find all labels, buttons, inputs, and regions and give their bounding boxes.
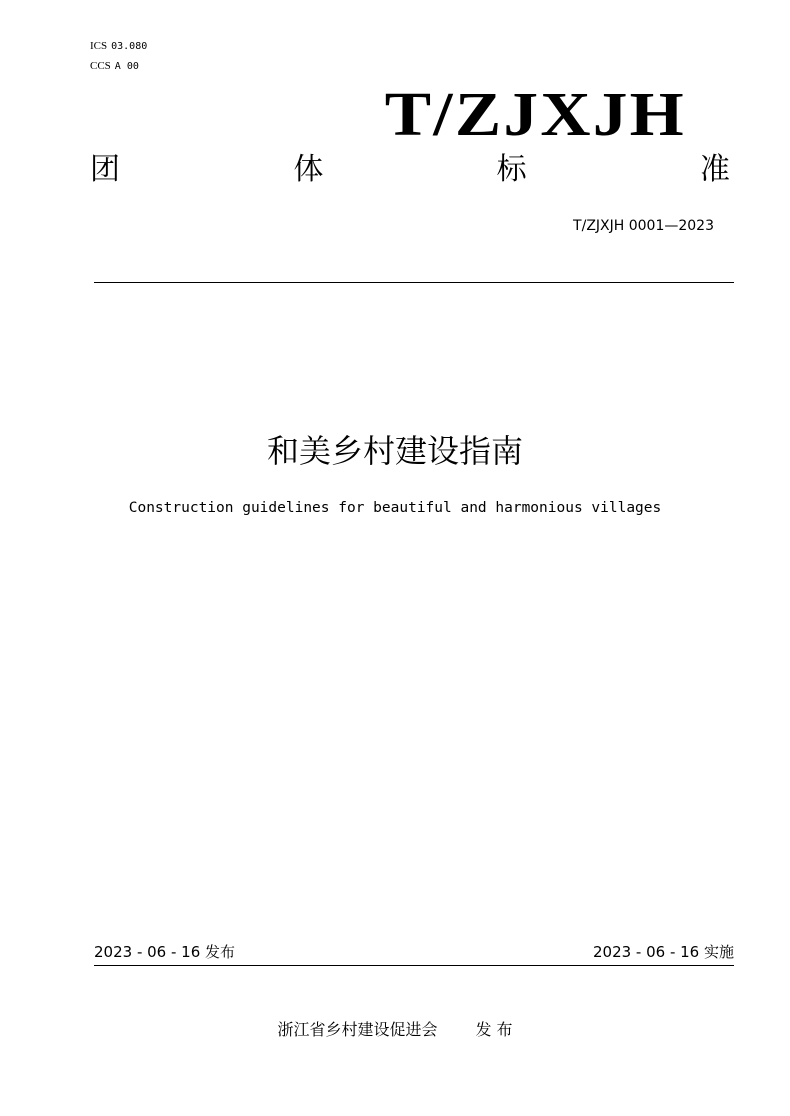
standard-type-char: 准 [699, 152, 730, 187]
issuer-action: 发 布 [475, 1020, 513, 1039]
publish-date: 2023 - 06 - 16 发布 [94, 943, 236, 961]
implement-date: 2023 - 06 - 16 实施 [592, 943, 734, 961]
ics-code: 03.080 [111, 41, 148, 52]
ccs-code: A 00 [114, 61, 139, 72]
footer-divider [94, 965, 734, 966]
ics-classification [90, 40, 147, 53]
ics-label: ICS [90, 40, 108, 52]
standard-number: T/ZJXJH 0001—2023 [573, 218, 714, 234]
standard-type-char: 标 [496, 152, 527, 187]
standard-type-heading [90, 150, 730, 190]
standard-type-char: 体 [293, 152, 324, 187]
standard-type-char: 团 [90, 152, 120, 187]
document-title-en: Construction guidelines for beautiful and harmonious villages [128, 500, 662, 516]
standard-mark: T/ZJXJH [384, 81, 686, 149]
document-title-zh: 和美乡村建设指南 [266, 432, 523, 470]
ccs-label: CCS [90, 60, 111, 72]
issuer-name: 浙江省乡村建设促进会 [277, 1020, 438, 1039]
ccs-classification [90, 60, 139, 73]
header-divider [94, 282, 734, 283]
issuer-block [0, 1018, 790, 1042]
